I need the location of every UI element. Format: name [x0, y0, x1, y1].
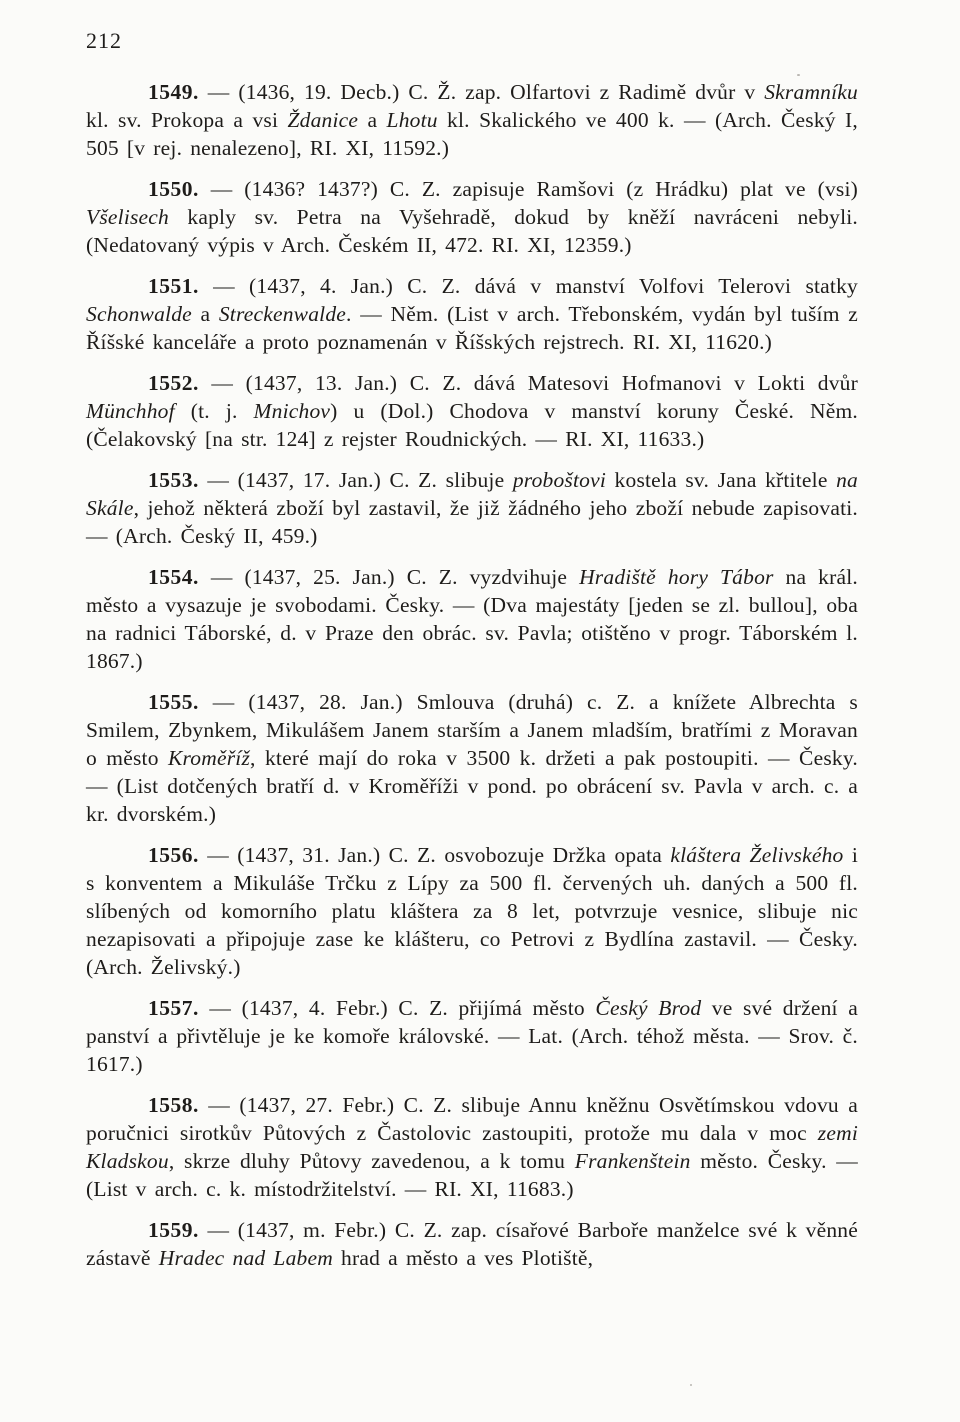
- entry-number: 1556.: [148, 843, 199, 867]
- entry-text-italic: Streckenwalde: [218, 302, 347, 326]
- entry-1558: [86, 1091, 858, 1203]
- entry-text-italic: Münchhof: [86, 399, 175, 423]
- entry-text: (t. j.: [174, 399, 254, 423]
- entry-text: — (1437, 13. Jan.) C. Z. dává Matesovi Hofmanovi v Lokti dvůr: [198, 371, 858, 395]
- entry-text: — (1437, 4. Febr.) C. Z. přijímá město: [198, 996, 596, 1020]
- entry-text-italic: Hradec nad Labem: [158, 1246, 333, 1270]
- scan-speck: [797, 74, 800, 76]
- entry-number: 1558.: [148, 1093, 199, 1117]
- entry-text: i s konventem a Mikuláše Trčku z Lípy za 500 fl. červených uh. daných a 500 fl. slíbených od komorního platu kláštera za 8 let, potvrzuje vesnice, slibuje nic nezapisovati a připojuje zase ke klášteru, co Petrovi z Bydlína zastavil. — Česky. (Arch. Želivský.): [86, 843, 859, 979]
- entry-text-italic: Skramníku: [764, 80, 858, 104]
- entry-text: , které mají do roka v 3500 k. držeti a pak postoupiti. — Česky. — (List dotčených bratří d. v Kroměříži v pond. po obrácení sv. Pavla v arch. c. a kr. dvorském.): [86, 746, 858, 826]
- entry-text-italic: Ždanice: [287, 108, 359, 132]
- entry-text: kl. sv. Prokopa a vsi: [86, 108, 288, 132]
- entry-number: 1552.: [148, 371, 199, 395]
- entry-text-italic: Hradiště hory Tábor: [579, 565, 774, 589]
- register-entries: [86, 78, 858, 1285]
- entry-number: 1555.: [148, 690, 199, 714]
- entry-number: 1549.: [148, 80, 199, 104]
- entry-text-italic: kláštera Želivského: [670, 843, 844, 867]
- entry-1554: [86, 563, 858, 675]
- entry-1552: [86, 369, 858, 453]
- entry-text: — (1437, 25. Jan.) C. Z. vyzdvihuje: [198, 565, 580, 589]
- entry-1557: [86, 994, 858, 1078]
- entry-text: — (1437, m. Febr.) C. Z. zap. císařové Barboře manželce své k věnné zástavě: [86, 1218, 858, 1270]
- entry-text-italic: Mnichov: [253, 399, 331, 423]
- entry-text: — (1436? 1437?) C. Z. zapisuje Ramšovi (z Hrádku) plat ve (vsi): [198, 177, 858, 201]
- page-number: 212: [86, 28, 122, 53]
- entry-text-italic: proboštovi: [512, 468, 607, 492]
- entry-text: kostela sv. Jana křtitele: [606, 468, 837, 492]
- entry-text: kaply sv. Petra na Vyšehradě, dokud by kněží navráceni nebyli. (Nedatovaný výpis v Arch. Českém II, 472. RI. XI, 12359.): [86, 205, 858, 257]
- entry-text: — (1437, 31. Jan.) C. Z. osvobozuje Držka opata: [198, 843, 671, 867]
- entry-text-italic: Kroměříž: [168, 746, 251, 770]
- entry-text: ve své držení a panství a přivtěluje je ke komoře královské. — Lat. (Arch. téhož města. — Srov. č. 1617.): [86, 996, 858, 1076]
- entry-text-italic: na Skále: [86, 468, 858, 520]
- entry-number: 1559.: [148, 1218, 199, 1242]
- entry-number: 1554.: [148, 565, 199, 589]
- entry-text-italic: Český Brod: [595, 996, 702, 1020]
- entry-text: ) u (Dol.) Chodova v manství koruny České. Něm. (Čelakovský [na str. 124] z rejster Roudnických. — RI. XI, 11633.): [86, 399, 858, 451]
- entry-number: 1557.: [148, 996, 199, 1020]
- entry-text: město. Česky. — (List v arch. c. k. místodržitelství. — RI. XI, 11683.): [86, 1149, 858, 1201]
- scan-speck: [690, 1384, 692, 1386]
- entry-text-italic: Všelisech: [86, 205, 169, 229]
- entry-text: . — Něm. (List v arch. Třebonském, vydán byl tuším z Říšské kanceláře a proto poznamenán v Říšských rejstrech. RI. XI, 11620.): [86, 302, 858, 354]
- entry-number: 1553.: [148, 468, 199, 492]
- entry-1555: [86, 688, 858, 828]
- entry-text-italic: Lhotu: [386, 108, 438, 132]
- entry-1549: [86, 78, 858, 162]
- entry-text: , jehož některá zboží byl zastavil, že již žádného jeho zboží nebude zapisovati. — (Arch. Český II, 459.): [86, 496, 858, 548]
- entry-text: a: [358, 108, 387, 132]
- entry-1559: [86, 1216, 858, 1272]
- entry-number: 1551.: [148, 274, 199, 298]
- entry-text: na král. město a vysazuje je svobodami. Česky. — (Dva majestáty [jeden se zl. bullou], oba na radnici Táborské, d. v Praze den obrác. sv. Pavla; otištěno v progr. Táborském l. 1867.): [86, 565, 858, 673]
- entry-1551: [86, 272, 858, 356]
- entry-text: — (1436, 19. Decb.) C. Ž. zap. Olfartovi z Radimě dvůr v: [198, 80, 765, 104]
- entry-text: a: [191, 302, 219, 326]
- entry-1556: [86, 841, 858, 981]
- entry-text: — (1437, 27. Febr.) C. Z. slibuje Annu kněžnu Osvětímskou vdovu a poručnici sirotkův Půtových z Častolovic zastoupiti, protože mu dala v moc: [86, 1093, 858, 1145]
- entry-text: — (1437, 4. Jan.) C. Z. dává v manství Volfovi Telerovi statky: [198, 274, 858, 298]
- entry-1550: [86, 175, 858, 259]
- entry-number: 1550.: [148, 177, 199, 201]
- entry-1553: [86, 466, 858, 550]
- entry-text-italic: zemi Kladskou: [86, 1121, 858, 1173]
- entry-text: kl. Skalického ve 400 k. — (Arch. Český I, 505 [v rej. nenalezeno], RI. XI, 11592.): [86, 108, 858, 160]
- entry-text: — (1437, 17. Jan.) C. Z. slibuje: [198, 468, 513, 492]
- entry-text: hrad a město a ves Plotiště,: [332, 1246, 594, 1270]
- entry-text-italic: Schonwalde: [86, 302, 192, 326]
- entry-text: , skrze dluhy Půtovy zavedenou, a k tomu: [168, 1149, 575, 1173]
- entry-text: — (1437, 28. Jan.) Smlouva (druhá) c. Z. a knížete Albrechta s Smilem, Zbynkem, Mikulášem Janem starším a Janem mladším, bratřími z Moravan o město: [86, 690, 858, 770]
- entry-text-italic: Frankenštein: [574, 1149, 691, 1173]
